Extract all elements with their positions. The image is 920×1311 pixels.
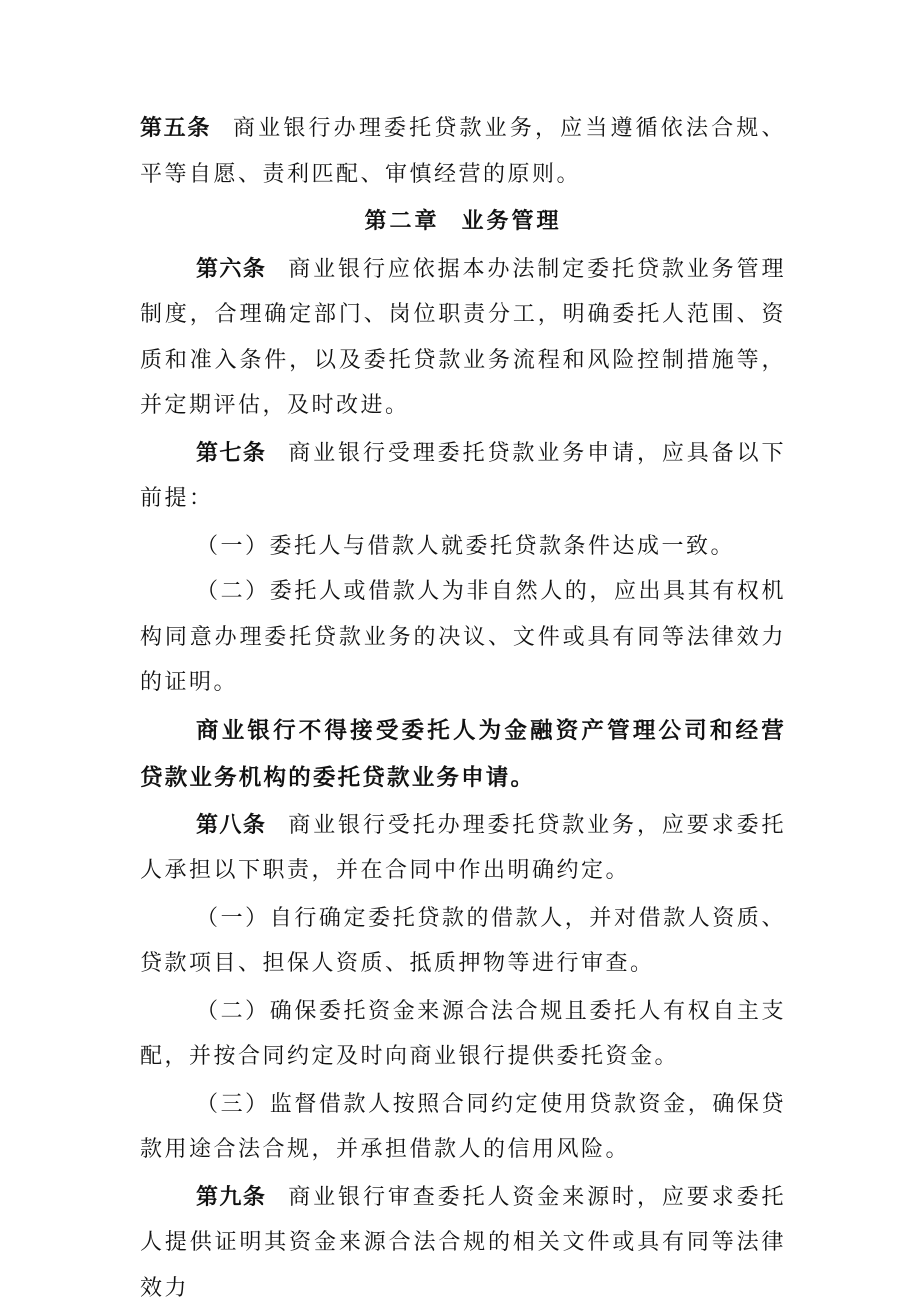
article-number: 第六条 [196, 257, 266, 282]
chapter-number: 第二章 [364, 209, 439, 234]
chapter-heading [140, 199, 786, 245]
article-text: 商业银行应依据本办法制定委托贷款业务管理制度，合理确定部门、岗位职责分工，明确委托人范围、资质和准入条件，以及委托贷款业务流程和风险控制措施等，并定期评估，及时改进。 [140, 257, 786, 419]
chapter-title: 业务管理 [462, 209, 562, 234]
article-7-item-1: （一）委托人与借款人就委托贷款条件达成一致。 [140, 524, 786, 570]
article-6 [140, 247, 786, 429]
article-7-item-2: （二）委托人或借款人为非自然人的，应出具其有权机构同意办理委托贷款业务的决议、文件或具有同等法律效力的证明。 [140, 569, 786, 706]
article-text: 商业银行受理委托贷款业务申请，应具备以下前提： [140, 441, 786, 512]
document-page [140, 106, 786, 1311]
article-number: 第五条 [140, 116, 211, 141]
article-8-item-3: （三）监督借款人按照合同约定使用贷款资金，确保贷款用途合法合规，并承担借款人的信用风险。 [140, 1082, 786, 1173]
article-9 [140, 1175, 786, 1311]
article-number: 第九条 [196, 1185, 266, 1210]
article-8-item-1: （一）自行确定委托贷款的借款人，并对借款人资质、贷款项目、担保人资质、抵质押物等进行审查。 [140, 896, 786, 987]
article-8-item-2: （二）确保委托资金来源合法合规且委托人有权自主支配，并按合同约定及时向商业银行提供委托资金。 [140, 989, 786, 1080]
article-text: 商业银行审查委托人资金来源时，应要求委托人提供证明其资金来源合法合规的相关文件或具有同等法律效力 [140, 1185, 786, 1301]
article-5 [140, 106, 786, 197]
article-number: 第八条 [196, 813, 266, 838]
article-number: 第七条 [196, 441, 266, 466]
article-text: 商业银行受托办理委托贷款业务，应要求委托人承担以下职责，并在合同中作出明确约定。 [140, 813, 786, 884]
article-7 [140, 431, 786, 522]
article-text: 商业银行办理委托贷款业务，应当遵循依法合规、平等自愿、责利匹配、审慎经营的原则。 [140, 116, 786, 187]
article-7-emphasis: 商业银行不得接受委托人为金融资产管理公司和经营贷款业务机构的委托贷款业务申请。 [140, 708, 786, 802]
article-8 [140, 803, 786, 894]
